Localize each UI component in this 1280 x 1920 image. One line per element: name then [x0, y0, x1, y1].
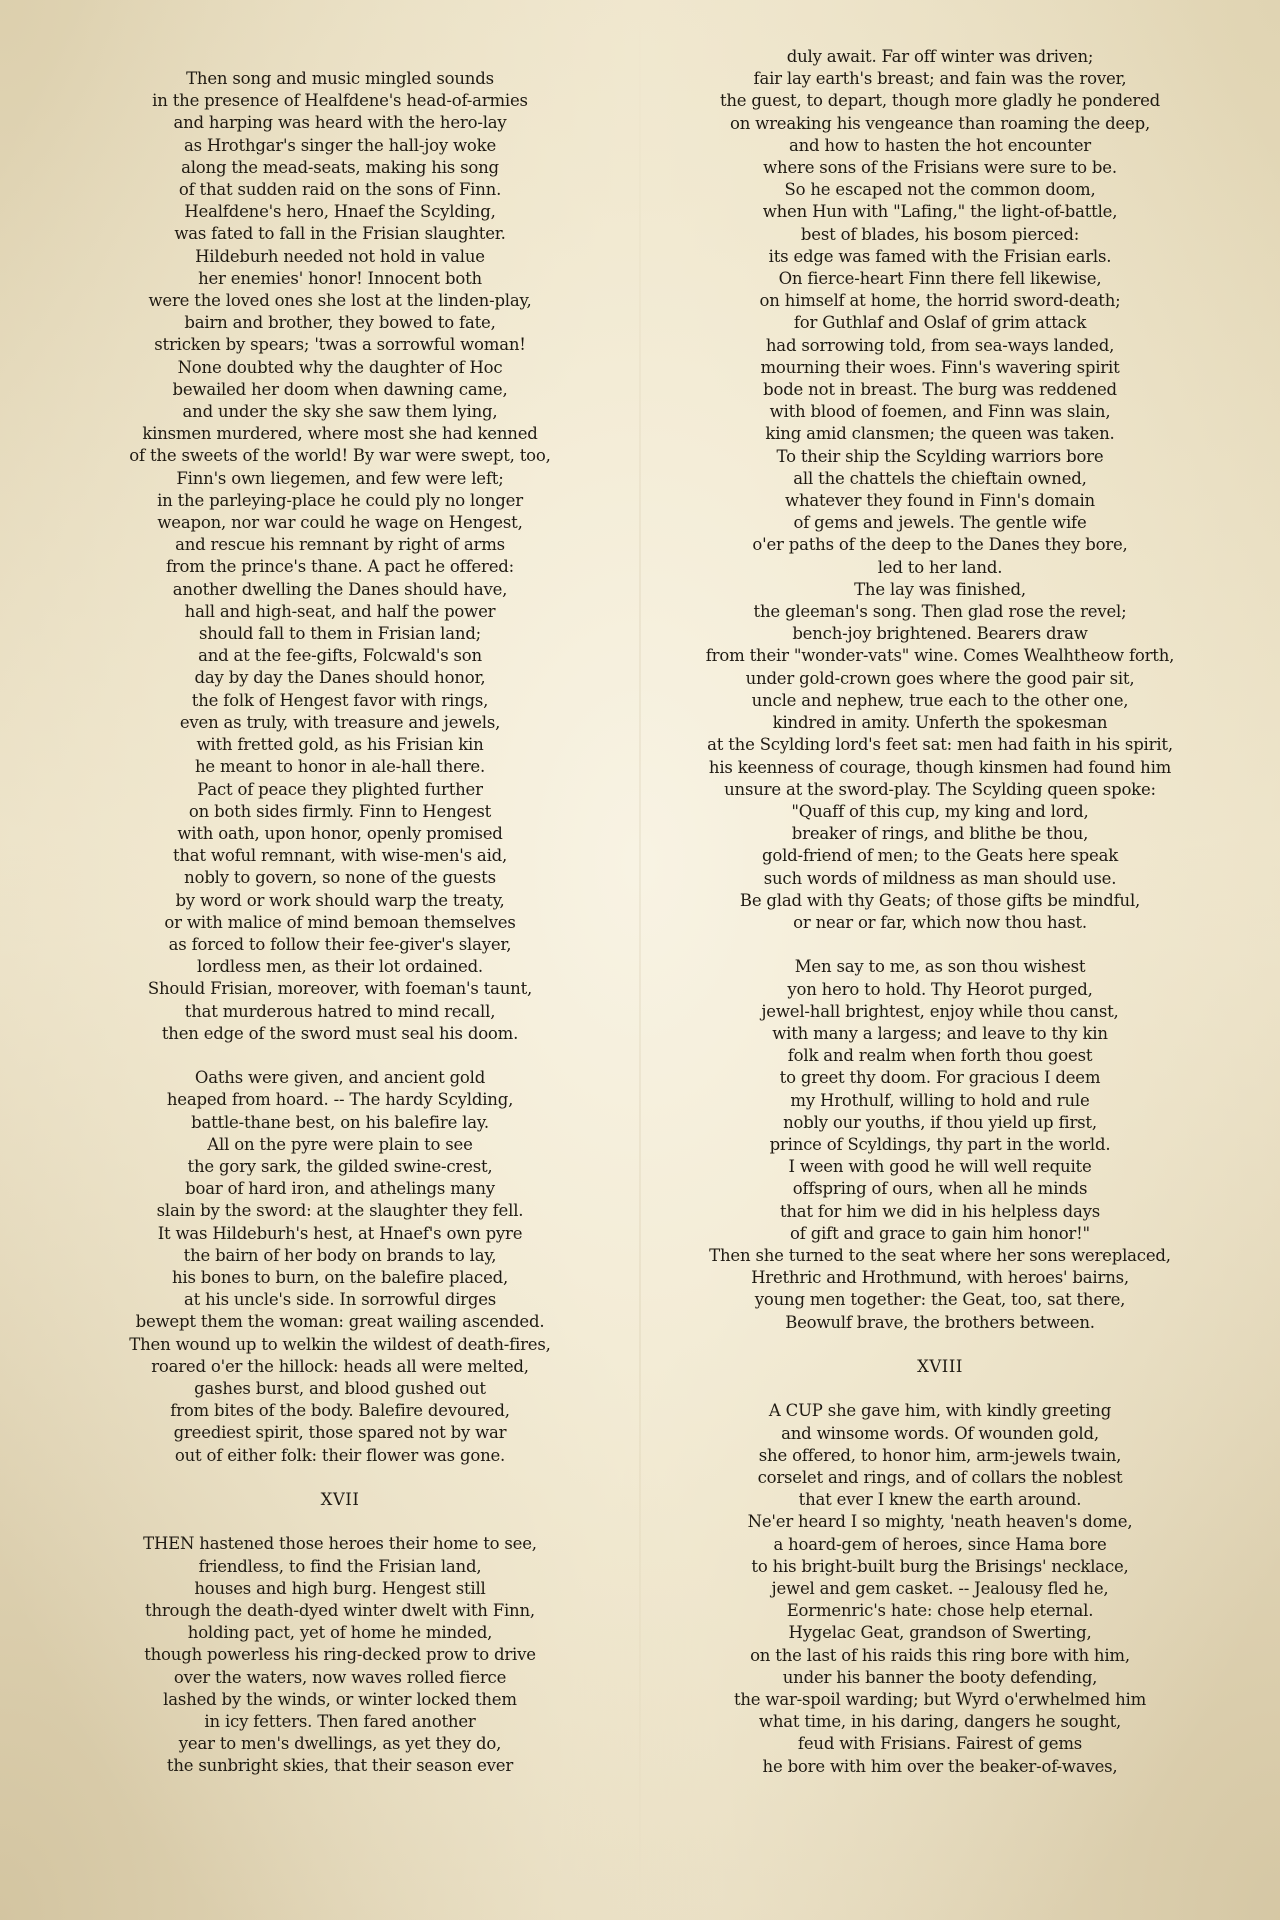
- verse-line: Hrethric and Hrothmund, with heroes' bairns,: [751, 1268, 1129, 1288]
- verse-line: on wreaking his vengeance than roaming the deep,: [729, 113, 1151, 133]
- left-stanza-2: [100, 1067, 580, 1467]
- verse-line: that ever I knew the earth around.: [798, 1490, 1082, 1510]
- verse-line: on the last of his raids this ring bore with him,: [750, 1645, 1130, 1665]
- verse-line: though powerless his ring-decked prow to drive: [144, 1645, 536, 1665]
- right-stanza-1: [700, 46, 1180, 934]
- verse-line: lordless men, as their lot ordained.: [197, 957, 483, 977]
- verse-line: from the prince's thane. A pact he offered:: [165, 557, 515, 577]
- verse-line: and at the fee-gifts, Folcwald's son: [198, 646, 482, 666]
- verse-line: duly await. Far off winter was driven;: [786, 47, 1094, 66]
- verse-line: were the loved ones she lost at the linden-play,: [148, 291, 532, 311]
- verse-line: that murderous hatred to mind recall,: [184, 1001, 496, 1021]
- verse-line: young men together: the Geat, too, sat there,: [754, 1290, 1126, 1310]
- verse-line: fair lay earth's breast; and fain was the rover,: [753, 69, 1127, 89]
- verse-line: as Hrothgar's singer the hall-joy woke: [183, 135, 497, 155]
- verse-line: to greet thy doom. For gracious I deem: [779, 1068, 1101, 1088]
- verse-line: kinsmen murdered, where most she had kenned: [142, 424, 538, 444]
- verse-line: through the death-dyed winter dwelt with Finn,: [145, 1600, 535, 1620]
- verse-line: bench-joy brightened. Bearers draw: [792, 624, 1088, 644]
- verse-line: houses and high burg. Hengest still: [194, 1578, 486, 1598]
- verse-line: or near or far, which now thou hast.: [793, 912, 1087, 932]
- left-text-column: [100, 68, 580, 1778]
- verse-line: friendless, to find the Frisian land,: [198, 1556, 482, 1576]
- verse-line: folk and realm when forth thou goest: [787, 1046, 1093, 1066]
- verse-line: his bones to burn, on the balefire placed,: [171, 1267, 509, 1287]
- verse-line: and winsome words. Of wounden gold,: [781, 1423, 1099, 1443]
- verse-line: her enemies' honor! Innocent both: [198, 268, 482, 288]
- right-stanza-2: [700, 956, 1180, 1333]
- verse-line: on both sides firmly. Finn to Hengest: [188, 801, 492, 821]
- verse-line: led to her land.: [877, 557, 1003, 577]
- verse-line: Hygelac Geat, grandson of Swerting,: [788, 1623, 1092, 1643]
- verse-line: Be glad with thy Geats; of those gifts be mindful,: [739, 890, 1141, 910]
- verse-line: its edge was famed with the Frisian earls.: [768, 246, 1112, 266]
- verse-line: The lay was finished,: [854, 579, 1026, 599]
- verse-line: Should Frisian, moreover, with foeman's taunt,: [147, 979, 533, 999]
- verse-line: and under the sky she saw them lying,: [182, 402, 498, 422]
- verse-line: Then wound up to welkin the wildest of death-fires,: [129, 1334, 551, 1354]
- verse-line: Then she turned to the seat where her sons wereplaced,: [709, 1245, 1171, 1265]
- left-stanza-1: [100, 68, 580, 1045]
- verse-line: of gift and grace to gain him honor!": [790, 1223, 1090, 1243]
- verse-line: mourning their woes. Finn's wavering spirit: [760, 357, 1120, 377]
- verse-line: out of either folk: their flower was gone.: [174, 1445, 506, 1465]
- verse-line: the gory sark, the gilded swine-crest,: [187, 1156, 493, 1176]
- verse-line: It was Hildeburh's hest, at Hnaef's own pyre: [157, 1223, 523, 1243]
- verse-line: best of blades, his bosom pierced:: [800, 224, 1080, 244]
- verse-line: bairn and brother, they bowed to fate,: [184, 313, 496, 333]
- verse-line: "Quaff of this cup, my king and lord,: [791, 801, 1089, 821]
- verse-line: the bairn of her body on brands to lay,: [183, 1245, 497, 1265]
- verse-line: and rescue his remnant by right of arms: [175, 535, 505, 555]
- verse-line: slain by the sword: at the slaughter they fell.: [156, 1201, 524, 1221]
- verse-line: where sons of the Frisians were sure to be.: [763, 158, 1117, 178]
- page-fold-shadow: [639, 0, 641, 1920]
- verse-line: that for him we did in his helpless days: [779, 1201, 1101, 1221]
- verse-line: even as truly, with treasure and jewels,: [179, 712, 501, 732]
- verse-line: then edge of the sword must seal his doom.: [161, 1023, 519, 1043]
- verse-line: on himself at home, the horrid sword-death;: [759, 291, 1121, 311]
- verse-line: at his uncle's side. In sorrowful dirges: [183, 1290, 497, 1310]
- verse-line: heaped from hoard. -- The hardy Scylding,: [166, 1090, 514, 1110]
- verse-line: A CUP she gave him, with kindly greeting: [768, 1401, 1112, 1421]
- verse-line: all the chattels the chieftain owned,: [793, 468, 1087, 488]
- verse-line: hall and high-seat, and half the power: [184, 601, 496, 621]
- section-heading-xvii: XVII: [320, 1489, 360, 1509]
- verse-line: from bites of the body. Balefire devoured,: [170, 1401, 510, 1421]
- verse-line: nobly our youths, if thou yield up first,: [783, 1112, 1097, 1132]
- verse-line: roared o'er the hillock: heads all were melted,: [151, 1356, 529, 1376]
- verse-line: with fretted gold, as his Frisian kin: [196, 735, 484, 755]
- verse-line: of gems and jewels. The gentle wife: [793, 513, 1087, 533]
- verse-line: a hoard-gem of heroes, since Hama bore: [773, 1534, 1107, 1554]
- verse-line: uncle and nephew, true each to the other one,: [751, 690, 1129, 710]
- verse-line: prince of Scyldings, thy part in the world.: [769, 1134, 1111, 1154]
- verse-line: lashed by the winds, or winter locked them: [163, 1689, 517, 1709]
- verse-line: had sorrowing told, from sea-ways landed,: [765, 335, 1115, 355]
- verse-line: under gold-crown goes where the good pair sit,: [745, 668, 1135, 688]
- verse-line: king amid clansmen; the queen was taken.: [765, 424, 1115, 444]
- verse-line: and how to hasten the hot encounter: [788, 135, 1091, 155]
- verse-line: along the mead-seats, making his song: [181, 157, 499, 177]
- verse-line: boar of hard iron, and athelings many: [185, 1179, 495, 1199]
- verse-line: should fall to them in Frisian land;: [198, 624, 482, 644]
- verse-line: kindred in amity. Unferth the spokesman: [772, 713, 1108, 733]
- verse-line: holding pact, yet of home he minded,: [187, 1623, 493, 1643]
- section-heading-xviii: XVIII: [917, 1356, 963, 1376]
- verse-line: gold-friend of men; to the Geats here speak: [761, 846, 1119, 866]
- verse-line: breaker of rings, and blithe be thou,: [791, 824, 1089, 844]
- verse-line: whatever they found in Finn's domain: [785, 491, 1095, 511]
- verse-line: and harping was heard with the hero-lay: [173, 113, 507, 133]
- verse-line: in icy fetters. Then fared another: [204, 1711, 476, 1731]
- verse-line: Oaths were given, and ancient gold: [194, 1068, 486, 1088]
- verse-line: my Hrothulf, willing to hold and rule: [790, 1090, 1090, 1110]
- verse-line: of that sudden raid on the sons of Finn.: [178, 180, 502, 200]
- verse-line: at the Scylding lord's feet sat: men had faith in his spirit,: [707, 735, 1173, 755]
- verse-line: None doubted why the daughter of Hoc: [177, 357, 503, 377]
- verse-line: over the waters, now waves rolled fierce: [173, 1667, 507, 1687]
- verse-line: Ne'er heard I so mighty, 'neath heaven's dome,: [747, 1512, 1133, 1532]
- verse-line: I ween with good he will well requite: [788, 1157, 1092, 1177]
- verse-line: Eormenric's hate: chose help eternal.: [786, 1601, 1094, 1621]
- verse-line: To their ship the Scylding warriors bore: [776, 446, 1104, 466]
- verse-line: was fated to fall in the Frisian slaughter.: [174, 224, 506, 244]
- verse-line: THEN hastened those heroes their home to see,: [143, 1534, 537, 1554]
- verse-line: feud with Frisians. Fairest of gems: [797, 1734, 1083, 1754]
- verse-line: Beowulf brave, the brothers between.: [785, 1312, 1095, 1332]
- verse-line: of the sweets of the world! By war were swept, too,: [129, 446, 551, 466]
- verse-line: greediest spirit, those spared not by war: [173, 1423, 507, 1443]
- verse-line: under his banner the booty defending,: [782, 1667, 1098, 1687]
- verse-line: yon hero to hold. Thy Heorot purged,: [787, 979, 1093, 999]
- verse-line: Healfdene's hero, Hnaef the Scylding,: [184, 202, 496, 222]
- verse-line: as forced to follow their fee-giver's slayer,: [168, 934, 512, 954]
- verse-line: bewailed her doom when dawning came,: [172, 379, 508, 399]
- verse-line: Men say to me, as son thou wishest: [794, 957, 1086, 977]
- verse-line: corselet and rings, and of collars the noblest: [757, 1467, 1123, 1487]
- verse-line: or with malice of mind bemoan themselves: [164, 912, 516, 932]
- verse-line: nobly to govern, so none of the guests: [184, 868, 496, 888]
- verse-line: the folk of Hengest favor with rings,: [191, 690, 489, 710]
- left-stanza-3: [100, 1533, 580, 1777]
- verse-line: All on the pyre were plain to see: [207, 1134, 473, 1154]
- verse-line: with oath, upon honor, openly promised: [177, 823, 503, 843]
- verse-line: to his bright-built burg the Brisings' necklace,: [751, 1556, 1129, 1576]
- verse-line: bode not in breast. The burg was reddened: [763, 380, 1117, 400]
- verse-line: On fierce-heart Finn there fell likewise,: [778, 269, 1102, 289]
- verse-line: o'er paths of the deep to the Danes they bore,: [752, 535, 1128, 555]
- verse-line: unsure at the sword-play. The Scylding queen spoke:: [724, 779, 1156, 799]
- verse-line: stricken by spears; 'twas a sorrowful woman!: [154, 335, 526, 355]
- verse-line: day by day the Danes should honor,: [194, 668, 486, 688]
- verse-line: gashes burst, and blood gushed out: [194, 1378, 486, 1398]
- right-text-column: [700, 46, 1180, 1778]
- verse-line: he meant to honor in ale-hall there.: [194, 757, 486, 777]
- right-stanza-3: [700, 1400, 1180, 1777]
- verse-line: when Hun with "Lafing," the light-of-battle,: [762, 202, 1118, 222]
- verse-line: bewept them the woman: great wailing ascended.: [135, 1312, 545, 1332]
- verse-line: Pact of peace they plighted further: [197, 779, 483, 799]
- verse-line: weapon, nor war could he wage on Hengest,: [157, 513, 523, 533]
- verse-line: Finn's own liegemen, and few were left;: [176, 468, 504, 488]
- verse-line: offspring of ours, when all he minds: [792, 1179, 1088, 1199]
- verse-line: she offered, to honor him, arm-jewels twain,: [758, 1445, 1122, 1465]
- verse-line: from their "wonder-vats" wine. Comes Wealhtheow forth,: [705, 646, 1175, 666]
- verse-line: jewel and gem casket. -- Jealousy fled he,: [771, 1578, 1109, 1598]
- verse-line: he bore with him over the beaker-of-waves,: [762, 1756, 1118, 1776]
- verse-line: such words of mildness as man should use.: [763, 868, 1117, 888]
- verse-line: Hildeburh needed not hold in value: [195, 246, 485, 266]
- verse-line: with blood of foemen, and Finn was slain,: [769, 402, 1111, 422]
- verse-line: his keenness of courage, though kinsmen had found him: [708, 757, 1172, 777]
- verse-line: So he escaped not the common doom,: [784, 180, 1096, 200]
- verse-line: the sunbright skies, that their season ever: [166, 1756, 514, 1776]
- verse-line: what time, in his daring, dangers he sought,: [758, 1712, 1122, 1732]
- verse-line: in the presence of Healfdene's head-of-armies: [152, 91, 528, 111]
- verse-line: year to men's dwellings, as yet they do,: [178, 1734, 502, 1754]
- verse-line: jewel-hall brightest, enjoy while thou canst,: [761, 1001, 1119, 1021]
- verse-line: with many a largess; and leave to thy kin: [772, 1023, 1108, 1043]
- verse-line: battle-thane best, on his balefire lay.: [191, 1112, 489, 1132]
- verse-line: the war-spoil warding; but Wyrd o'erwhelmed him: [733, 1689, 1147, 1709]
- verse-line: for Guthlaf and Oslaf of grim attack: [793, 313, 1087, 333]
- verse-line: the guest, to depart, though more gladly he pondered: [719, 91, 1161, 111]
- verse-line: that woful remnant, with wise-men's aid,: [172, 846, 508, 866]
- verse-line: another dwelling the Danes should have,: [172, 579, 508, 599]
- verse-line: in the parleying-place he could ply no longer: [157, 490, 523, 510]
- verse-line: the gleeman's song. Then glad rose the revel;: [753, 602, 1127, 622]
- verse-line: by word or work should warp the treaty,: [175, 890, 505, 910]
- verse-line: Then song and music mingled sounds: [186, 69, 494, 88]
